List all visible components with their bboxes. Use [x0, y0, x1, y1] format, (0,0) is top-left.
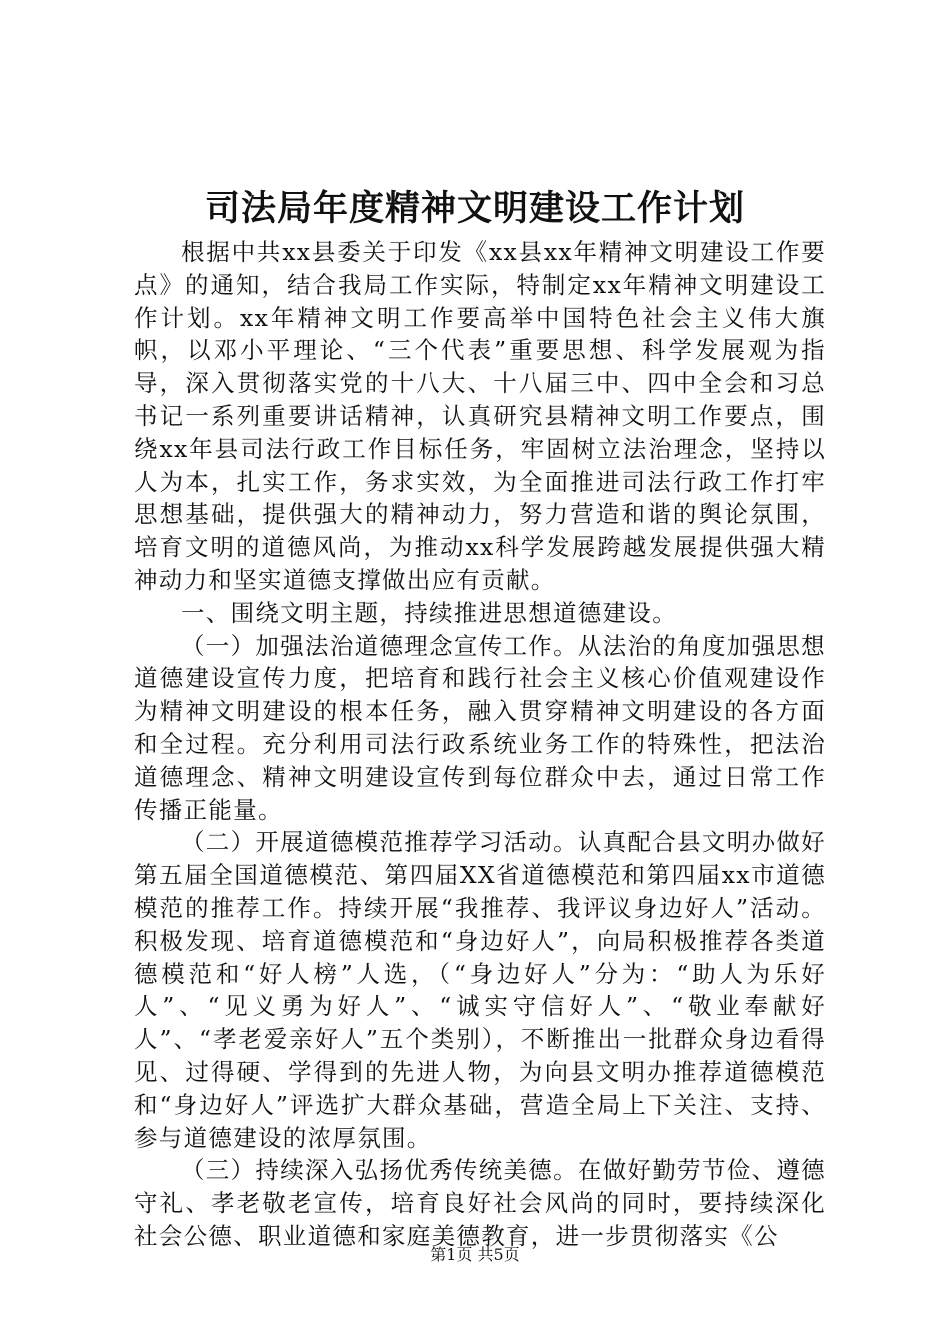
paragraph-item-2: （二）开展道德模范推荐学习活动。认真配合县文明办做好第五届全国道德模范、第四届XX省道德模范和第四届xx市道德模范的推荐工作。持续开展“我推荐、我评议身边好人”活动。积极发现、培育道德模范和“身边好人”，向局积极推荐各类道德模范和“好人榜”人选，（“身边好人”分为：“助人为乐好人”、“见义勇为好人”、“诚实守信好人”、“敬业奉献好人”、“孝老爱亲好人”五个类别），不断推出一批群众身边看得见、过得硬、学得到的先进人物，为向县文明办推荐道德模范和“身边好人”评选扩大群众基础，营造全局上下关注、支持、参与道德建设的浓厚氛围。: [134, 828, 826, 1152]
paragraph-item-3: （三）持续深入弘扬优秀传统美德。在做好勤劳节俭、遵德守礼、孝老敬老宣传，培育良好社会风尚的同时，要持续深化社会公德、职业道德和家庭美德教育，进一步贯彻落实《公: [134, 1156, 826, 1250]
paragraph-item-1: （一）加强法治道德理念宣传工作。从法治的角度加强思想道德建设宣传力度，把培育和践行社会主义核心价值观建设作为精神文明建设的根本任务，融入贯穿精神文明建设的各方面和全过程。充分利用司法行政系统业务工作的特殊性，把法治道德理念、精神文明建设宣传到每位群众中去，通过日常工作传播正能量。: [134, 631, 826, 824]
paragraph-intro: 根据中共xx县委关于印发《xx县xx年精神文明建设工作要点》的通知，结合我局工作实际，特制定xx年精神文明建设工作计划。xx年精神文明工作要高举中国特色社会主义伟大旗帜，以邓小平理论、“三个代表”重要思想、科学发展观为指导，深入贯彻落实党的十八大、十八届三中、四中全会和习总书记一系列重要讲话精神，认真研究县精神文明工作要点，围绕xx年县司法行政工作目标任务，牢固树立法治理念，坚持以人为本，扎实工作，务求实效，为全面推进司法行政工作打牢思想基础，提供强大的精神动力，努力营造和谐的舆论氛围，培育文明的道德风尚，为推动xx科学发展跨越发展提供强大精神动力和坚实道德支撑做出应有贡献。: [134, 238, 826, 594]
page-number-footer: 第1页 共5页: [430, 1245, 520, 1264]
section-heading-1: 一、围绕文明主题，持续推进思想道德建设。: [181, 598, 677, 627]
document-title: 司法局年度精神文明建设工作计划: [204, 188, 745, 229]
document-body: [134, 236, 826, 1253]
